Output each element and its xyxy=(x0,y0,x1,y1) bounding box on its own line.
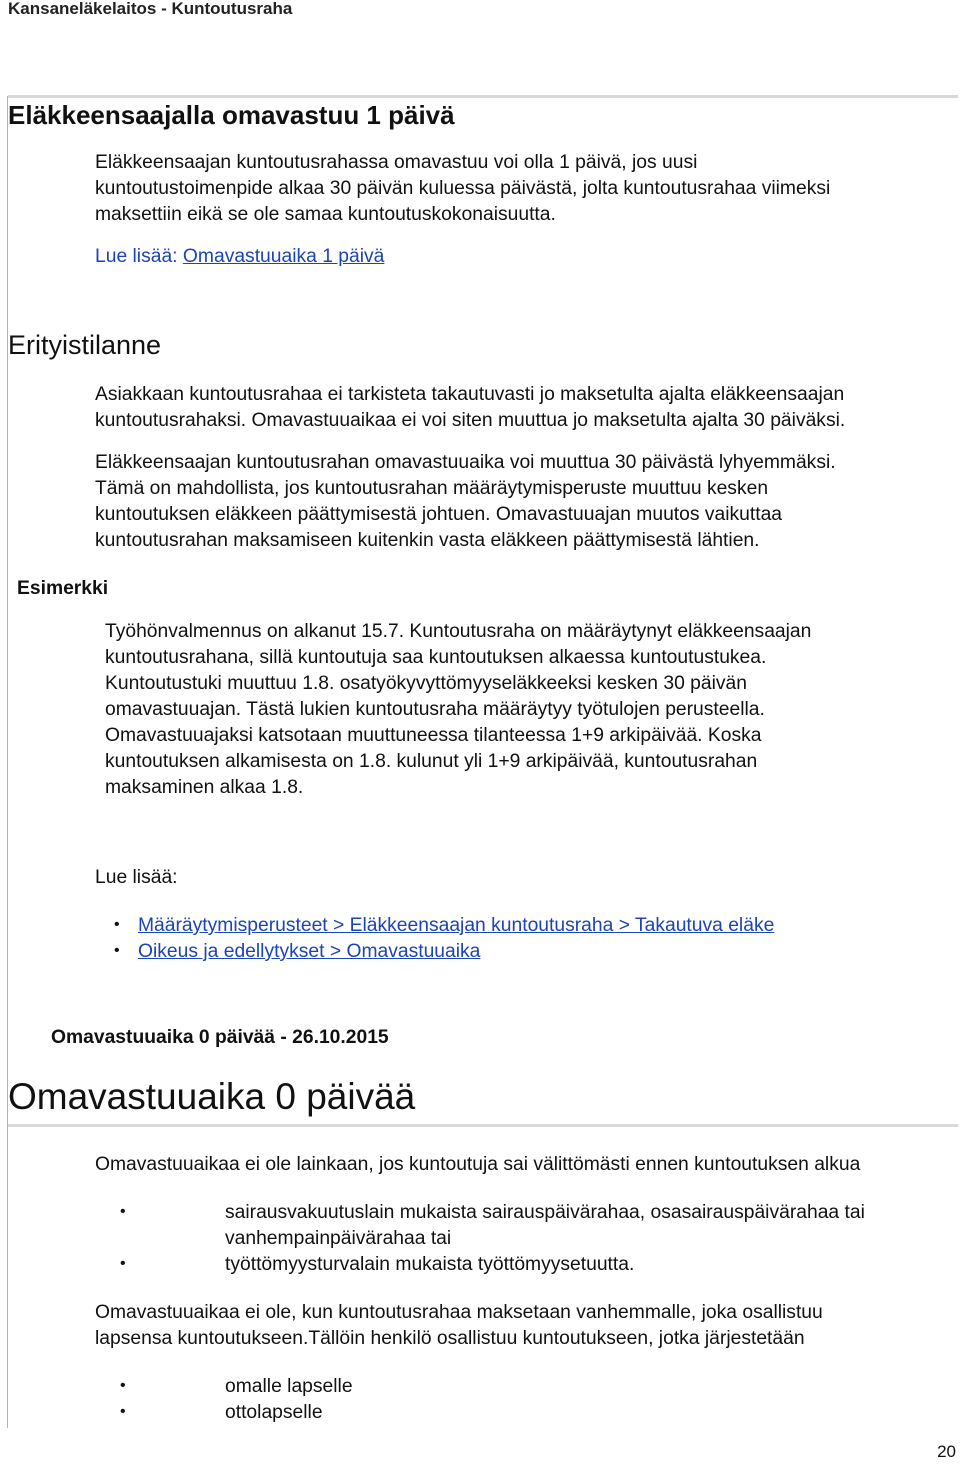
section1-paragraph xyxy=(95,150,830,228)
page-header-title: Kansaneläkelaitos - Kuntoutusraha xyxy=(8,0,293,18)
omavastuuaika-1-paiva-link[interactable]: Omavastuuaika 1 päivä xyxy=(182,246,385,267)
text-line: kuntoutusrahan maksamiseen kuitenkin vasta eläkkeen päättymisestä lähtien. xyxy=(95,530,760,551)
bullet-icon: • xyxy=(120,1403,126,1420)
example-label: Esimerkki xyxy=(17,578,109,599)
text-line: Asiakkaan kuntoutusrahaa ei tarkisteta takautuvasti jo maksetulta ajalta eläkkeensaajan xyxy=(95,384,845,405)
text-line: maksaminen alkaa 1.8. xyxy=(105,777,304,798)
section3-paragraph-1: Omavastuuaikaa ei ole lainkaan, jos kuntoutuja sai välittömästi ennen kuntoutuksen alkua xyxy=(95,1154,861,1175)
section2-paragraph-1 xyxy=(95,382,845,434)
document-title: Omavastuuaika 0 päivää - 26.10.2015 xyxy=(51,1027,389,1048)
section3-paragraph-2 xyxy=(95,1300,823,1352)
text-line: työttömyysturvalain mukaista työttömyysetuutta. xyxy=(225,1254,635,1275)
left-margin-bar xyxy=(7,96,8,1428)
page-number: 20 xyxy=(937,1442,956,1461)
list-item: ottolapselle xyxy=(225,1402,323,1423)
bullet-icon: • xyxy=(120,1203,126,1220)
list-item xyxy=(225,1252,634,1278)
text-line: kuntoutusrahana, sillä kuntoutuja saa kuntoutuksen alkaessa kuntoutustukea. xyxy=(105,647,767,668)
text-line: lapsensa kuntoutukseen.Tällöin henkilö osallistuu kuntoutukseen, jotka järjestetään xyxy=(95,1328,805,1349)
text-line: sairausvakuutuslain mukaista sairauspäivärahaa, osasairauspäivärahaa tai xyxy=(225,1202,865,1223)
page-title: Omavastuuaika 0 päivää xyxy=(8,1076,416,1117)
takautuva-elake-link[interactable]: Määräytymisperusteet > Eläkkeensaajan kuntoutusraha > Takautuva eläke xyxy=(138,915,775,936)
bullet-icon: • xyxy=(114,942,120,959)
list-item xyxy=(225,1200,865,1252)
section-divider xyxy=(8,95,958,98)
text-line: Eläkkeensaajan kuntoutusrahan omavastuuaika voi muuttua 30 päivästä lyhyemmäksi. xyxy=(95,452,836,473)
section-heading-1: Eläkkeensaajalla omavastuu 1 päivä xyxy=(8,100,455,130)
section-heading-2: Erityistilanne xyxy=(8,330,162,360)
bullet-icon: • xyxy=(114,916,120,933)
example-text xyxy=(105,619,811,801)
text-line: Eläkkeensaajan kuntoutusrahassa omavastuu voi olla 1 päivä, jos uusi xyxy=(95,152,698,173)
bullet-icon: • xyxy=(120,1255,126,1272)
text-line: Työhönvalmennus on alkanut 15.7. Kuntoutusraha on määräytynyt eläkkeensaajan xyxy=(105,621,812,642)
text-line: Omavastuuajaksi katsotaan muuttuneessa tilanteessa 1+9 arkipäivää. Koska xyxy=(105,725,762,746)
text-line: vanhempainpäivärahaa tai xyxy=(225,1228,452,1249)
text-line: Kuntoutustuki muuttuu 1.8. osatyökyvyttömyyseläkkeeksi kesken 30 päivän xyxy=(105,673,747,694)
text-line: omavastuuajan. Tästä lukien kuntoutusraha määräytyy työtulojen perusteella. xyxy=(105,699,765,720)
oikeus-ja-edellytykset-link[interactable]: Oikeus ja edellytykset > Omavastuuaika xyxy=(138,941,481,962)
title-underline xyxy=(8,1124,958,1127)
text-line: kuntoutuksen eläkkeen päättymisestä johtuen. Omavastuuajan muutos vaikuttaa xyxy=(95,504,783,525)
read-more-label: Lue lisää: xyxy=(95,246,178,267)
read-more-label-2: Lue lisää: xyxy=(95,867,178,888)
read-more-line-1 xyxy=(95,244,384,270)
text-line: maksettiin eikä se ole samaa kuntoutuskokonaisuutta. xyxy=(95,204,556,225)
text-line: Tämä on mahdollista, jos kuntoutusrahan määräytymisperuste muuttuu kesken xyxy=(95,478,769,499)
text-line: kuntoutustoimenpide alkaa 30 päivän kuluessa päivästä, jolta kuntoutusrahaa viimeksi xyxy=(95,178,831,199)
text-line: Omavastuuaikaa ei ole, kun kuntoutusrahaa maksetaan vanhemmalle, joka osallistuu xyxy=(95,1302,823,1323)
text-line: kuntoutusrahaksi. Omavastuuaikaa ei voi siten muuttua jo maksetulta ajalta 30 päiväksi. xyxy=(95,410,846,431)
bullet-icon: • xyxy=(120,1377,126,1394)
section2-paragraph-2 xyxy=(95,450,836,554)
list-item: omalle lapselle xyxy=(225,1376,353,1397)
text-line: kuntoutuksen alkamisesta on 1.8. kulunut yli 1+9 arkipäivää, kuntoutusrahan xyxy=(105,751,758,772)
